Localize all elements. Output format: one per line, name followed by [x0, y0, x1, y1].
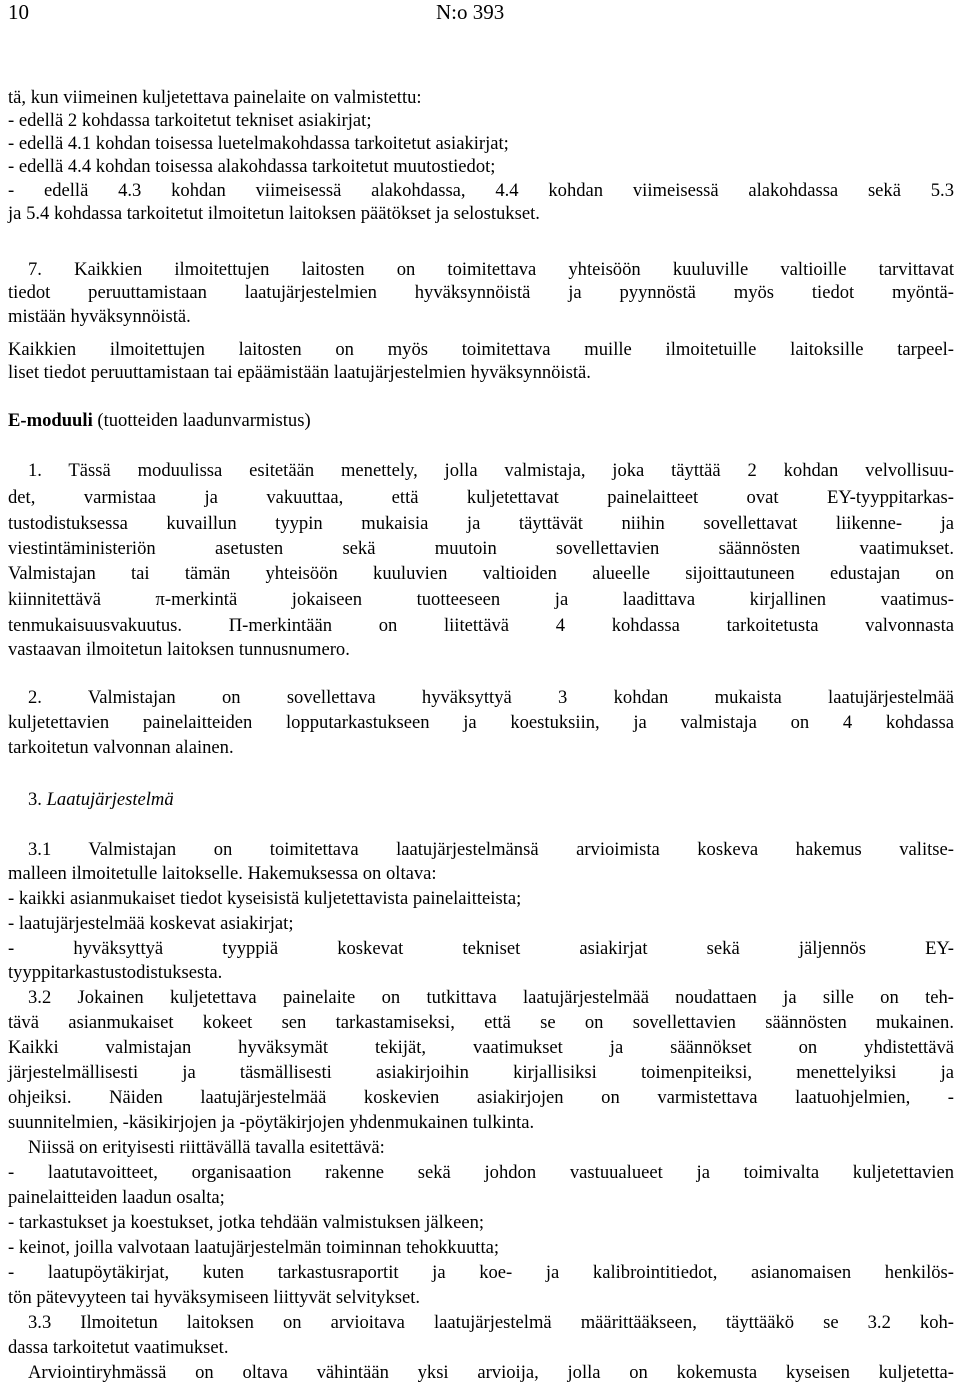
- text-line: tenmukaisuusvakuutus. Π-merkintään on liitettävä 4 kohdassa tarkoitetusta valvonnasta: [8, 615, 954, 636]
- text-line: mistään hyväksynnöistä.: [8, 306, 191, 327]
- section-number: 3.: [28, 789, 47, 810]
- text-line: [28, 788, 954, 812]
- text-line: - kaikki asianmukaiset tiedot kyseisistä kuljetettavista painelaitteista;: [8, 888, 522, 909]
- text-line: tävä asianmukaiset kokeet sen tarkastamiseksi, että se on sovellettavien säännösten mukainen.: [8, 1012, 954, 1033]
- text-line: ohjeiksi. Näiden laatujärjestelmää koskevien asiakirjojen on varmistettava laatuohjelmien, -: [8, 1087, 954, 1108]
- text-line: tustodistuksessa kuvaillun tyypin mukaisia ja täyttävät niihin sovellettavat liikenne- ja: [8, 513, 954, 534]
- section-heading: E-moduuli: [8, 410, 93, 431]
- text-line: 3.1 Valmistajan on toimitettava laatujärjestelmänsä arvioimista koskeva hakemus valitse-: [28, 839, 954, 860]
- text-line: - laatutavoitteet, organisaation rakenne sekä johdon vastuualueet ja toimivalta kuljetettavien: [8, 1162, 954, 1183]
- text-line: tön pätevyyteen tai hyväksymiseen liittyvät selvitykset.: [8, 1287, 421, 1308]
- text-line: Kaikki valmistajan hyväksymät tekijät, vaatimukset ja säännökset on yhdistettävä: [8, 1037, 954, 1058]
- text-line: - laatujärjestelmää koskevat asiakirjat;: [8, 913, 294, 934]
- text-line: painelaitteiden laadun osalta;: [8, 1187, 225, 1208]
- text-line: - edellä 2 kohdassa tarkoitetut tekniset asiakirjat;: [8, 110, 372, 131]
- text-line: - keinot, joilla valvotaan laatujärjestelmän toiminnan tehokkuutta;: [8, 1237, 500, 1258]
- text-line: Valmistajan tai tämän yhteisöön kuuluvien valtioiden alueelle sijoittautuneen edustajan on: [8, 563, 954, 584]
- text-line: malleen ilmoitetulle laitokselle. Hakemuksessa on oltava:: [8, 863, 437, 884]
- text-line: kuljetettavien painelaitteiden lopputarkastukseen ja koestuksiin, ja valmistaja on 4 kohdassa: [8, 712, 954, 733]
- section-title: Laatujärjestelmä: [46, 789, 174, 810]
- text-line: Niissä on erityisesti riittävällä tavalla esitettävä:: [28, 1137, 385, 1158]
- text-line: tarkoitetun valvonnan alainen.: [8, 737, 234, 758]
- section-heading-suffix: (tuotteiden laadunvarmistus): [92, 410, 311, 431]
- text-line: 3.3 Ilmoitetun laitoksen on arvioitava laatujärjestelmä määrittääkseen, täyttääkö se 3.2 koh-: [28, 1312, 954, 1333]
- text-line: liset tiedot peruuttamistaan tai epäämistään laatujärjestelmien hyväksynnöistä.: [8, 362, 591, 383]
- text-line: - laatupöytäkirjat, kuten tarkastusraportit ja koe- ja kalibrointitiedot, asianomaisen henkilös-: [8, 1262, 954, 1283]
- text-line: tiedot peruuttamistaan laatujärjestelmien hyväksynnöistä ja pyynnöstä myös tiedot myöntä-: [8, 282, 954, 303]
- text-line: 3.2 Jokainen kuljetettava painelaite on tutkittava laatujärjestelmää noudattaen ja sille on teh-: [28, 987, 954, 1008]
- text-line: ja 5.4 kohdassa tarkoitetut ilmoitetun laitoksen päätökset ja selostukset.: [8, 203, 540, 224]
- text-line: 1. Tässä moduulissa esitetään menettely, jolla valmistaja, joka täyttää 2 kohdan velvollisuu-: [28, 460, 954, 481]
- text-line: Arviointiryhmässä on oltava vähintään yksi arvioija, jolla on kokemusta kyseisen kuljetetta-: [28, 1362, 954, 1383]
- text-line: kiinnitettävä π-merkintä jokaiseen tuotteeseen ja laadittava kirjallinen vaatimus-: [8, 589, 954, 610]
- text-line: - hyväksyttyä tyyppiä koskevat tekniset asiakirjat sekä jäljennös EY-: [8, 938, 954, 959]
- text-line: Kaikkien ilmoitettujen laitosten on myös toimitettava muille ilmoitetuille laitoksille tarpeel-: [8, 339, 954, 360]
- text-line: - edellä 4.3 kohdan viimeisessä alakohdassa, 4.4 kohdan viimeisessä alakohdassa sekä 5.3: [8, 180, 954, 201]
- text-line: 7. Kaikkien ilmoitettujen laitosten on toimitettava yhteisöön kuuluville valtioille tarvittavat: [28, 259, 954, 280]
- text-line: [8, 409, 954, 433]
- issue-number: N:o 393: [436, 0, 505, 24]
- text-line: dassa tarkoitetut vaatimukset.: [8, 1337, 229, 1358]
- text-line: järjestelmällisesti ja täsmällisesti asiakirjoihin kirjallisiksi toimenpiteiksi, menettelyiksi ja: [8, 1062, 954, 1083]
- text-line: - edellä 4.4 kohdan toisessa alakohdassa tarkoitetut muutostiedot;: [8, 156, 496, 177]
- text-line: - edellä 4.1 kohdan toisessa luetelmakohdassa tarkoitetut asiakirjat;: [8, 133, 509, 154]
- text-line: tyyppitarkastustodistuksesta.: [8, 962, 223, 983]
- text-line: tä, kun viimeinen kuljetettava painelaite on valmistettu:: [8, 87, 422, 108]
- text-line: vastaavan ilmoitetun laitoksen tunnusnumero.: [8, 639, 350, 660]
- text-line: 2. Valmistajan on sovellettava hyväksyttyä 3 kohdan mukaista laatujärjestelmää: [28, 687, 954, 708]
- page-number: 10: [8, 0, 29, 24]
- text-line: det, varmistaa ja vakuuttaa, että kuljetettavat painelaitteet ovat EY-tyyppitarkas-: [8, 487, 954, 508]
- text-line: viestintäministeriön asetusten sekä muutoin sovellettavien säännösten vaatimukset.: [8, 538, 954, 559]
- text-line: - tarkastukset ja koestukset, jotka tehdään valmistuksen jälkeen;: [8, 1212, 485, 1233]
- text-line: suunnitelmien, -käsikirjojen ja -pöytäkirjojen yhdenmukainen tulkinta.: [8, 1112, 535, 1133]
